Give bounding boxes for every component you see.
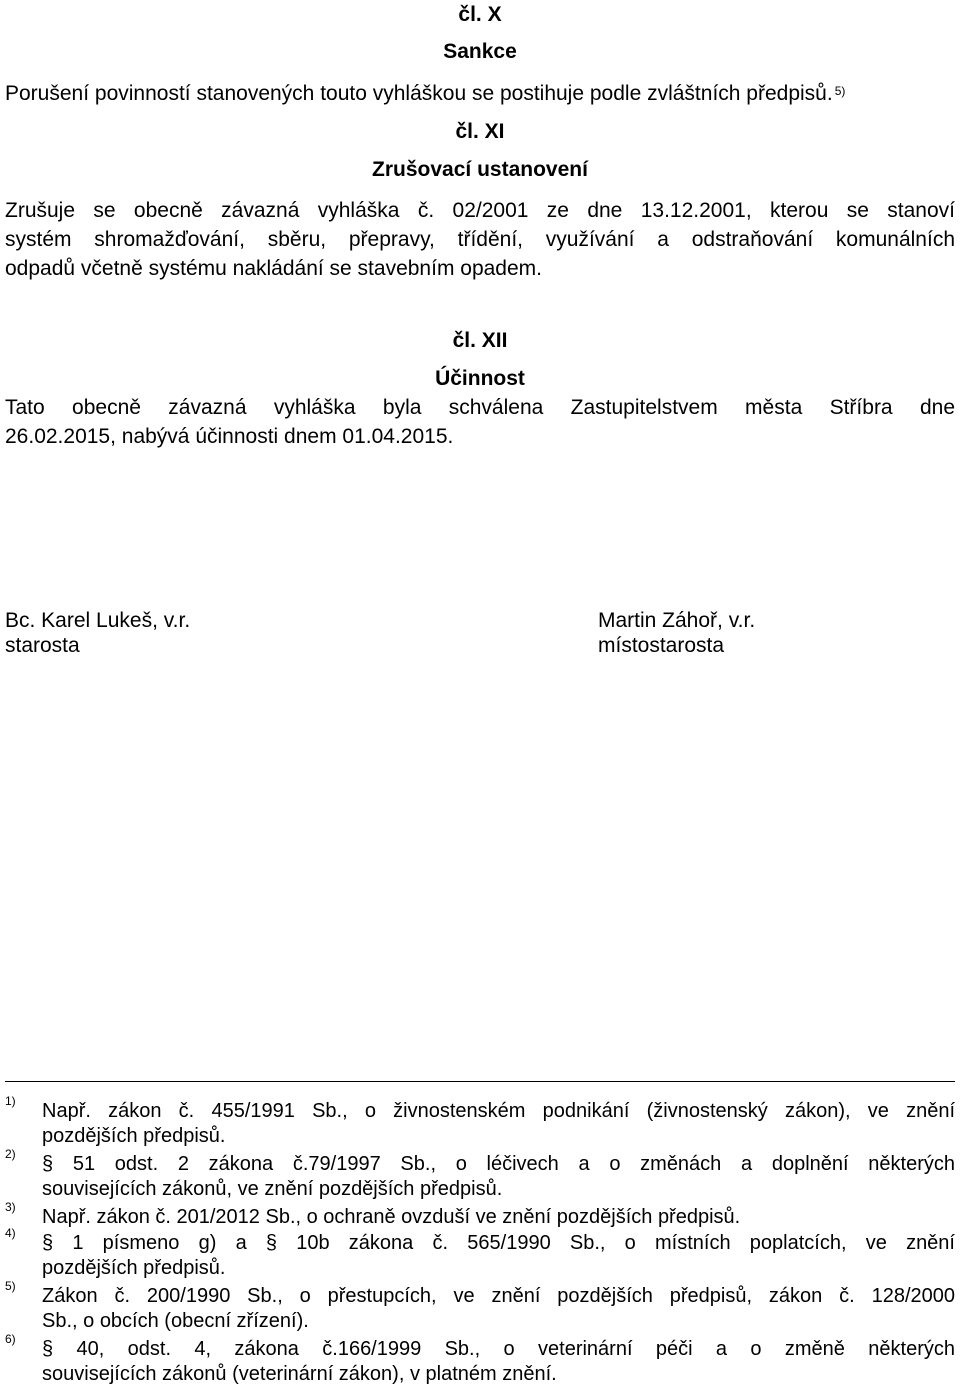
article-11-line-1: Zrušuje se obecně závazná vyhláška č. 02/2001 ze dne 13.12.2001, kterou se stanoví xyxy=(5,199,955,222)
footnote-number: 3) xyxy=(5,1200,16,1214)
footnote-number: 2) xyxy=(5,1147,16,1161)
article-11-title: Zrušovací ustanovení xyxy=(372,158,588,181)
footnote-ref: 5) xyxy=(834,84,846,98)
article-10-heading: čl. X xyxy=(458,3,502,26)
article-12-title: Účinnost xyxy=(435,367,525,390)
footnote-1-line-2: pozdějších předpisů. xyxy=(42,1125,226,1147)
footnote-number: 5) xyxy=(5,1279,16,1293)
footnote-3-line-1: Např. zákon č. 201/2012 Sb., o ochraně ovzduší ve znění pozdějších předpisů. xyxy=(42,1206,741,1228)
article-12-line-1: Tato obecně závazná vyhláška byla schválena Zastupitelstvem města Stříbra dne xyxy=(5,396,955,419)
footnote-number: 1) xyxy=(5,1094,16,1108)
footnote-2-line-2: souvisejících zákonů, ve znění pozdějších předpisů. xyxy=(42,1178,503,1200)
signature-role: místostarosta xyxy=(598,634,725,657)
article-10-text-body: Porušení povinností stanovených touto vyhláškou se postihuje podle zvláštních předpisů. xyxy=(5,82,833,105)
footnote-4-line-2: pozdějších předpisů. xyxy=(42,1257,226,1279)
article-10-text xyxy=(5,79,845,108)
footnote-5-line-2: Sb., o obcích (obecní zřízení). xyxy=(42,1310,309,1332)
signature-mayor xyxy=(5,608,190,658)
footnote-5-line-1: Zákon č. 200/1990 Sb., o přestupcích, ve znění pozdějších předpisů, zákon č. 128/2000 xyxy=(42,1285,955,1307)
footnote-divider xyxy=(5,1081,955,1082)
signature-deputy-mayor xyxy=(598,608,755,658)
signature-name: Bc. Karel Lukeš, v.r. xyxy=(5,609,191,632)
footnote-number: 6) xyxy=(5,1332,16,1346)
article-11-line-2: systém shromažďování, sběru, přepravy, třídění, využívání a odstraňování komunálních xyxy=(5,228,955,251)
article-11-line-3: odpadů včetně systému nakládání se stavebním opadem. xyxy=(5,257,542,280)
article-10-title: Sankce xyxy=(443,40,517,63)
footnote-4-line-1: § 1 písmeno g) a § 10b zákona č. 565/1990 Sb., o místních poplatcích, ve znění xyxy=(42,1232,955,1254)
footnote-2-line-1: § 51 odst. 2 zákona č.79/1997 Sb., o léčivech a o změnách a doplnění některých xyxy=(42,1153,955,1175)
footnote-6-line-1: § 40, odst. 4, zákona č.166/1999 Sb., o veterinární péči a o změně některých xyxy=(42,1338,955,1360)
article-11-heading: čl. XI xyxy=(455,120,505,143)
signature-role: starosta xyxy=(5,634,80,657)
footnote-1-line-1: Např. zákon č. 455/1991 Sb., o živnostenském podnikání (živnostenský zákon), ve znění xyxy=(42,1100,955,1122)
footnote-number: 4) xyxy=(5,1226,16,1240)
article-12-line-2: 26.02.2015, nabývá účinnosti dnem 01.04.2015. xyxy=(5,425,454,448)
article-12-heading: čl. XII xyxy=(452,329,508,352)
footnote-6-line-2: souvisejících zákonů (veterinární zákon), v platném znění. xyxy=(42,1363,557,1385)
signature-name: Martin Záhoř, v.r. xyxy=(598,609,756,632)
